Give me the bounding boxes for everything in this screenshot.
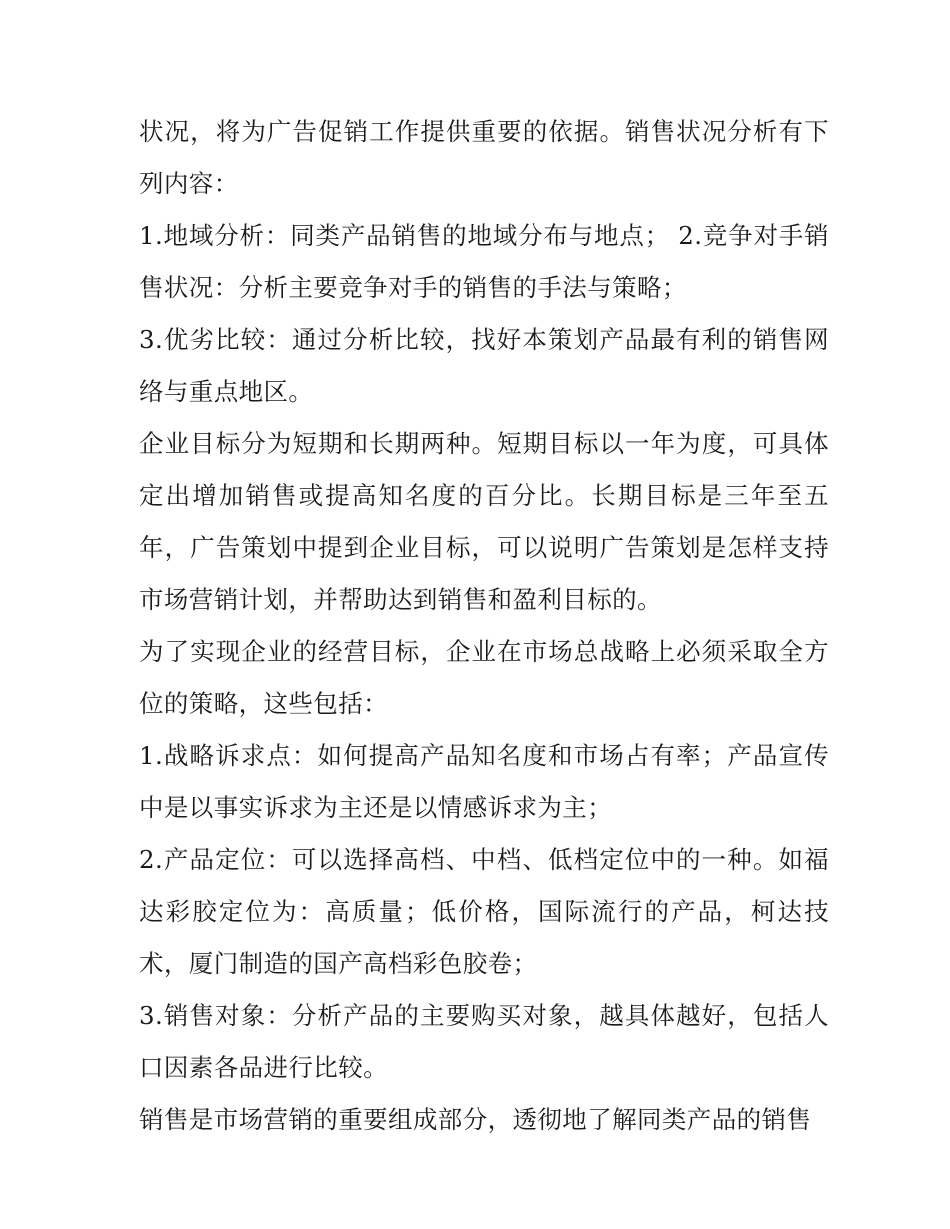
paragraph-strategic-appeal: 1.战略诉求点：如何提高产品知名度和市场占有率；产品宣传中是以事实诉求为主还是以情感诉求为主； [139, 741, 829, 822]
paragraph-enterprise-goals: 企业目标分为短期和长期两种。短期目标以一年为度，可具体定出增加销售或提高知名度的百分比。长期目标是三年至五年，广告策划中提到企业目标，可以说明广告策划是怎样支持市场营销计划，并帮助达到销售和盈利目标的。 [139, 429, 829, 614]
paragraph-sales-status: 状况，将为广告促销工作提供重要的依据。销售状况分析有下列内容： [139, 117, 829, 198]
paragraph-overall-strategy: 为了实现企业的经营目标，企业在市场总战略上必须采取全方位的策略，这些包括： [139, 637, 829, 718]
paragraph-sales-target: 3.销售对象：分析产品的主要购买对象，越具体越好，包括人口因素各品进行比较。 [139, 1001, 829, 1082]
paragraph-regional-competitor: 1.地域分析：同类产品销售的地域分布与地点； 2.竞争对手销售状况：分析主要竞争对手的销售的手法与策略； [139, 221, 829, 302]
paragraph-product-positioning: 2.产品定位：可以选择高档、中档、低档定位中的一种。如福达彩胶定位为：高质量；低价格，国际流行的产品，柯达技术，厦门制造的国产高档彩色胶卷； [139, 845, 829, 978]
paragraph-comparison: 3.优劣比较：通过分析比较，找好本策划产品最有利的销售网络与重点地区。 [139, 325, 829, 406]
paragraph-sales-importance: 销售是市场营销的重要组成部分，透彻地了解同类产品的销售 [139, 1105, 812, 1134]
document-body [139, 106, 829, 1146]
